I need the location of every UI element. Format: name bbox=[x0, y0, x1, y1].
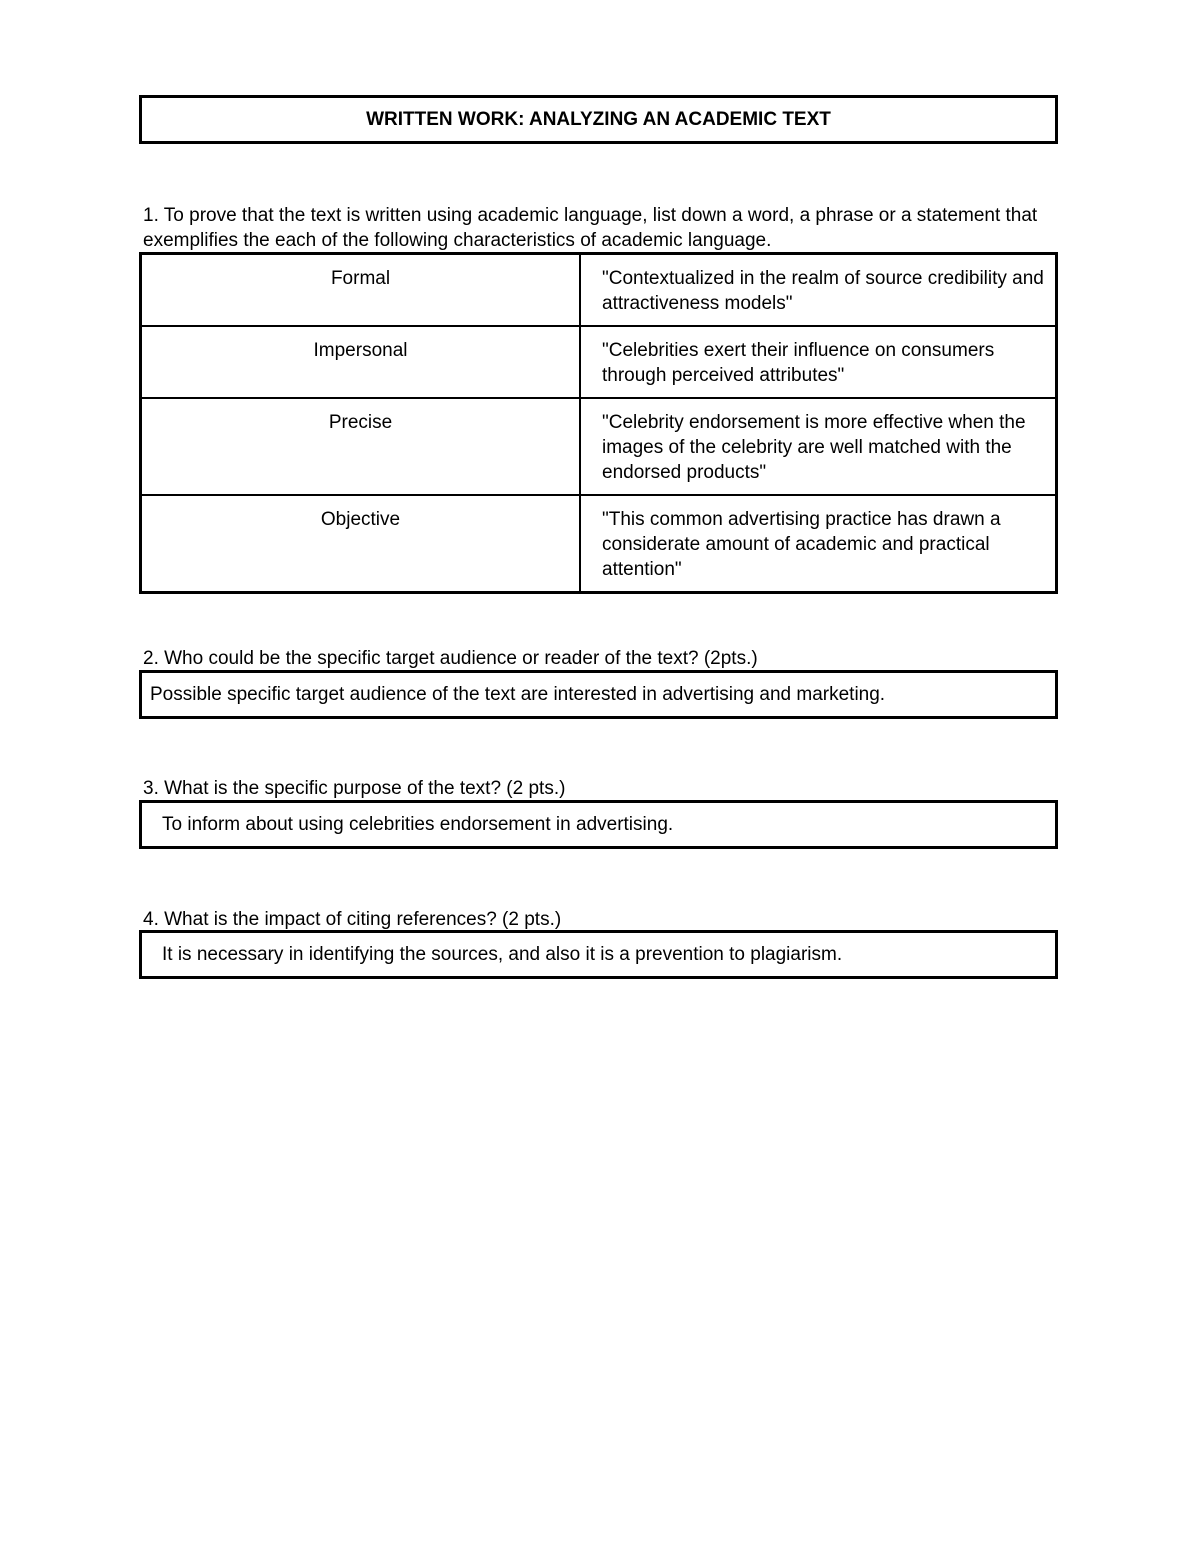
table-row bbox=[141, 495, 1057, 593]
example-cell: "Celebrity endorsement is more effective when the images of the celebrity are well matched with the endorsed products" bbox=[580, 398, 1057, 495]
question-3-prompt: 3. What is the specific purpose of the text? (2 pts.) bbox=[143, 778, 566, 799]
question-3-answer: To inform about using celebrities endorsement in advertising. bbox=[162, 813, 674, 835]
example-cell: "This common advertising practice has drawn a considerate amount of academic and practical attention" bbox=[580, 495, 1057, 593]
characteristic-cell: Objective bbox=[141, 495, 581, 593]
question-4-answer: It is necessary in identifying the sources, and also it is a prevention to plagiarism. bbox=[162, 943, 843, 965]
question-2-prompt: 2. Who could be the specific target audience or reader of the text? (2pts.) bbox=[143, 648, 758, 669]
question-1-prompt: 1. To prove that the text is written using academic language, list down a word, a phrase or a statement that exemplifies the each of the following characteristics of academic language. bbox=[143, 205, 1038, 251]
worksheet-title: WRITTEN WORK: ANALYZING AN ACADEMIC TEXT bbox=[366, 108, 831, 130]
example-cell: "Celebrities exert their influence on consumers through perceived attributes" bbox=[580, 326, 1057, 398]
question-2-answer-box bbox=[139, 670, 1058, 719]
example-cell: "Contextualized in the realm of source credibility and attractiveness models" bbox=[580, 254, 1057, 327]
question-2-answer: Possible specific target audience of the text are interested in advertising and marketing. bbox=[150, 683, 886, 705]
characteristic-cell: Impersonal bbox=[141, 326, 581, 398]
worksheet-title-box bbox=[139, 95, 1058, 144]
question-3-answer-box bbox=[139, 800, 1058, 849]
characteristic-cell: Formal bbox=[141, 254, 581, 327]
table-row bbox=[141, 254, 1057, 327]
academic-language-table bbox=[139, 252, 1058, 594]
question-4-answer-box bbox=[139, 930, 1058, 979]
table-row bbox=[141, 398, 1057, 495]
question-4-prompt: 4. What is the impact of citing references? (2 pts.) bbox=[143, 909, 562, 930]
characteristic-cell: Precise bbox=[141, 398, 581, 495]
table-row bbox=[141, 326, 1057, 398]
